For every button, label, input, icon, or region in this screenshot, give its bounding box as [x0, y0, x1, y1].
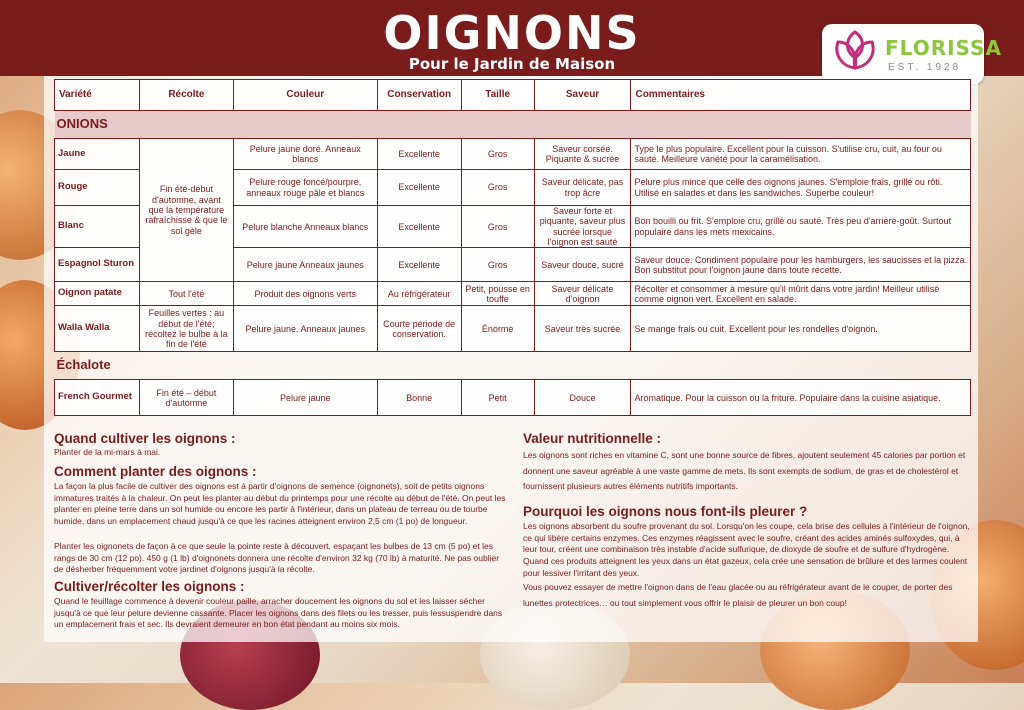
column-header: Variété [55, 80, 140, 111]
column-header: Saveur [534, 80, 631, 111]
color-cell: Pelure jaune doré. Anneaux blancs [233, 139, 377, 170]
table-row [55, 139, 971, 170]
section-row-echalote [55, 352, 971, 380]
comment-cell: Bon bouilli ou frit. S'emploie cru, grillé ou sauté. Très peu d'arrière-goût. Surtout populaire dans les mets mexicains. [631, 206, 971, 248]
storage-cell: Excellente [377, 248, 461, 282]
comment-cell: Saveur douce. Condiment populaire pour les hamburgers, les saucisses et la pizza. Bon substitut pour l'oignon jaune dans toute recette. [631, 248, 971, 282]
color-cell: Pelure jaune. Anneaux jaunes [233, 306, 377, 352]
section-title: ONIONS [55, 111, 971, 139]
table-row [55, 306, 971, 352]
variety-cell: Espagnol Sturon [55, 248, 140, 282]
color-cell: Pelure jaune Anneaux jaunes [233, 248, 377, 282]
section-heading-valeur: Valeur nutritionnelle : [523, 431, 662, 446]
section-text-quand: Planter de la mi-mars à mai. [54, 447, 161, 457]
size-cell: Gros [461, 206, 534, 248]
color-cell: Pelure rouge foncé/pourpre, anneaux rouge pâle et blancs [233, 170, 377, 206]
section-heading-quand: Quand cultiver les oignons : [54, 431, 236, 446]
section-title: Échalote [56, 357, 111, 373]
comment-cell: Se mange frais ou cuit. Excellent pour les rondelles d'oignon. [631, 306, 971, 352]
flower-logo-icon [828, 28, 882, 80]
storage-cell: Au réfrigérateur [377, 282, 461, 306]
flavor-cell: Saveur délicate, pas trop âcre [534, 170, 631, 206]
flavor-cell: Saveur douce, sucré [534, 248, 631, 282]
section-heading-comment: Comment planter des oignons : [54, 464, 257, 479]
variety-cell: French Gourmet [55, 380, 140, 416]
harvest-cell: Fin été – début d'automne [139, 380, 233, 416]
size-cell: Gros [461, 248, 534, 282]
flavor-cell: Saveur forte et piquante, saveur plus sucrée lorsque l'oignon est sauté [534, 206, 631, 248]
column-header: Conservation [377, 80, 461, 111]
harvest-cell: Tout l'été [139, 282, 233, 306]
section-text-comment-1: La façon la plus facile de cultiver des oignons est à partir d'oignons de semence (oignonets), soit de petits oignons immatures traités à la chaleur. On peut les planter au début du printemps pour une récolte au début de l'été. On peut les planter en pleine terre dans un sol humide ou encore les partir à l'intérieur, dans un plateau de terreau ou de tourbe humide, dans un emplacement chaud jusqu'à ce que les racines atteignent environ 2,5 cm (1 po) de longueur. [54, 481, 506, 527]
page-subtitle: Pour le Jardin de Maison [408, 55, 616, 73]
page-title: OIGNONS [383, 6, 641, 60]
color-cell: Produit des oignons verts [233, 282, 377, 306]
color-cell: Pelure jaune [233, 380, 377, 416]
column-header: Commentaires [631, 80, 971, 111]
color-cell: Pelure blanche Anneaux blancs [233, 206, 377, 248]
storage-cell: Excellente [377, 170, 461, 206]
table-row [55, 380, 971, 416]
variety-cell: Walla Walla [55, 306, 140, 352]
flavor-cell: Saveur corsée. Piquante & sucrée [534, 139, 631, 170]
brand-name: FLORISSA [885, 36, 1002, 60]
section-text-pleurer-1: Les oignons absorbent du soufre provenant du sol. Lorsqu'on les coupe, cela brise des cellules à l'intérieur de l'oignon, ce qui libère certains enzymes. Ces enzymes réagissent avec le soufre, créant des acides aminés sulfoxydes, qui, à leur tour, créent une combinaison très instable d'acide sulfurique, de dioxyde de soufre et de sulfure d'hydrogène. Quand ces produits atteignent les yeux dans un état gazeux, cela crée une sensation de brûlure et des larmes coulent pour lessiver l'irritant des yeux. [523, 521, 970, 578]
section-text-cultiver: Quand le feuillage commence à devenir couleur paille, arracher doucement les oignons du sol et les laisser sécher jusqu'à ce que leur pelure devienne cassante. Placer les oignons dans des filets ou les tresser, puis lessuspendre dans un emplacement frais et sec. Ils devraient demeurer en bon état pendant au moins six mois. [54, 596, 503, 630]
section-text-valeur: Les oignons sont riches en vitamine C, sont une bonne source de fibres, ajoutent seulement 45 calories par portion et donnent une saveur agréable à une vaste gamme de mets. Ils sont exempts de sodium, de gras et de cholestérol et fournissent plusieurs autres éléments nutritifs importants. [523, 450, 966, 492]
storage-cell: Bonne [377, 380, 461, 416]
column-header: Récolte [139, 80, 233, 111]
column-header: Couleur [233, 80, 377, 111]
harvest-cell: Fin été-début d'automne, avant que la température rafraîchisse & que le sol gèle [139, 139, 233, 282]
onion-varieties-table [54, 79, 971, 416]
size-cell: Petit [461, 380, 534, 416]
comment-cell: Type le plus populaire. Excellent pour la cuisson. S'utilise cru, cuit, au four ou sauté. Meilleure variété pour la caramélisation. [631, 139, 971, 170]
size-cell: Gros [461, 139, 534, 170]
section-text-pleurer-2: Vous pouvez essayer de mettre l'oignon dans de l'eau glacée ou au réfrigérateur avant de le couper, de porter des lunettes protectrices… ou tout simplement vous offrir le plaisir de pleurer un bon coup! [523, 582, 953, 608]
harvest-cell: Feuilles vertes : au début de l'été; récoltez le bulbe à la fin de l'été [139, 306, 233, 352]
storage-cell: Excellente [377, 139, 461, 170]
variety-cell: Rouge [55, 170, 140, 206]
flavor-cell: Saveur délicate d'oignon [534, 282, 631, 306]
variety-cell: Oignon patate [55, 282, 140, 306]
section-heading-pleurer: Pourquoi les oignons nous font-ils pleurer ? [523, 504, 808, 519]
section-text-comment-2: Planter les oignonets de façon à ce que seule la pointe reste à découvert, espaçant les bulbes de 13 cm (5 po) et les rangs de 30 cm (12 po). 450 g (1 lb) d'oignonets donnera une récolte d'environ 32 kg (70 lb) à maturité. Ne pas oublier de désherber fréquemment votre jardinet d'oignons jusqu'à la récolte. [54, 541, 500, 575]
comment-cell: Récolter et consommer à mesure qu'il mûrit dans votre jardin! Meilleur utilisé comme oignon vert. Excellent en salade. [631, 282, 971, 306]
comment-cell: Aromatique. Pour la cuisson ou la friture. Populaire dans la cuisine asiatique. [631, 380, 971, 416]
table-row [55, 282, 971, 306]
size-cell: Petit, pousse en touffe [461, 282, 534, 306]
storage-cell: Courte période de conservation. [377, 306, 461, 352]
variety-cell: Blanc [55, 206, 140, 248]
section-row-onions [55, 111, 971, 139]
flavor-cell: Douce [534, 380, 631, 416]
comment-cell: Pelure plus mince que celle des oignons jaunes. S'emploie frais, grillé ou rôti. Utilisé en salades et dans les sandwiches. Superbe couleur! [631, 170, 971, 206]
table-header-row [55, 80, 971, 111]
size-cell: Énorme [461, 306, 534, 352]
storage-cell: Excellente [377, 206, 461, 248]
brand-tagline: EST. 1928 [888, 62, 962, 73]
column-header: Taille [461, 80, 534, 111]
section-heading-cultiver: Cultiver/récolter les oignons : [54, 579, 245, 594]
brand-logo [822, 24, 1002, 84]
size-cell: Gros [461, 170, 534, 206]
flavor-cell: Saveur très sucrée [534, 306, 631, 352]
variety-cell: Jaune [55, 139, 140, 170]
